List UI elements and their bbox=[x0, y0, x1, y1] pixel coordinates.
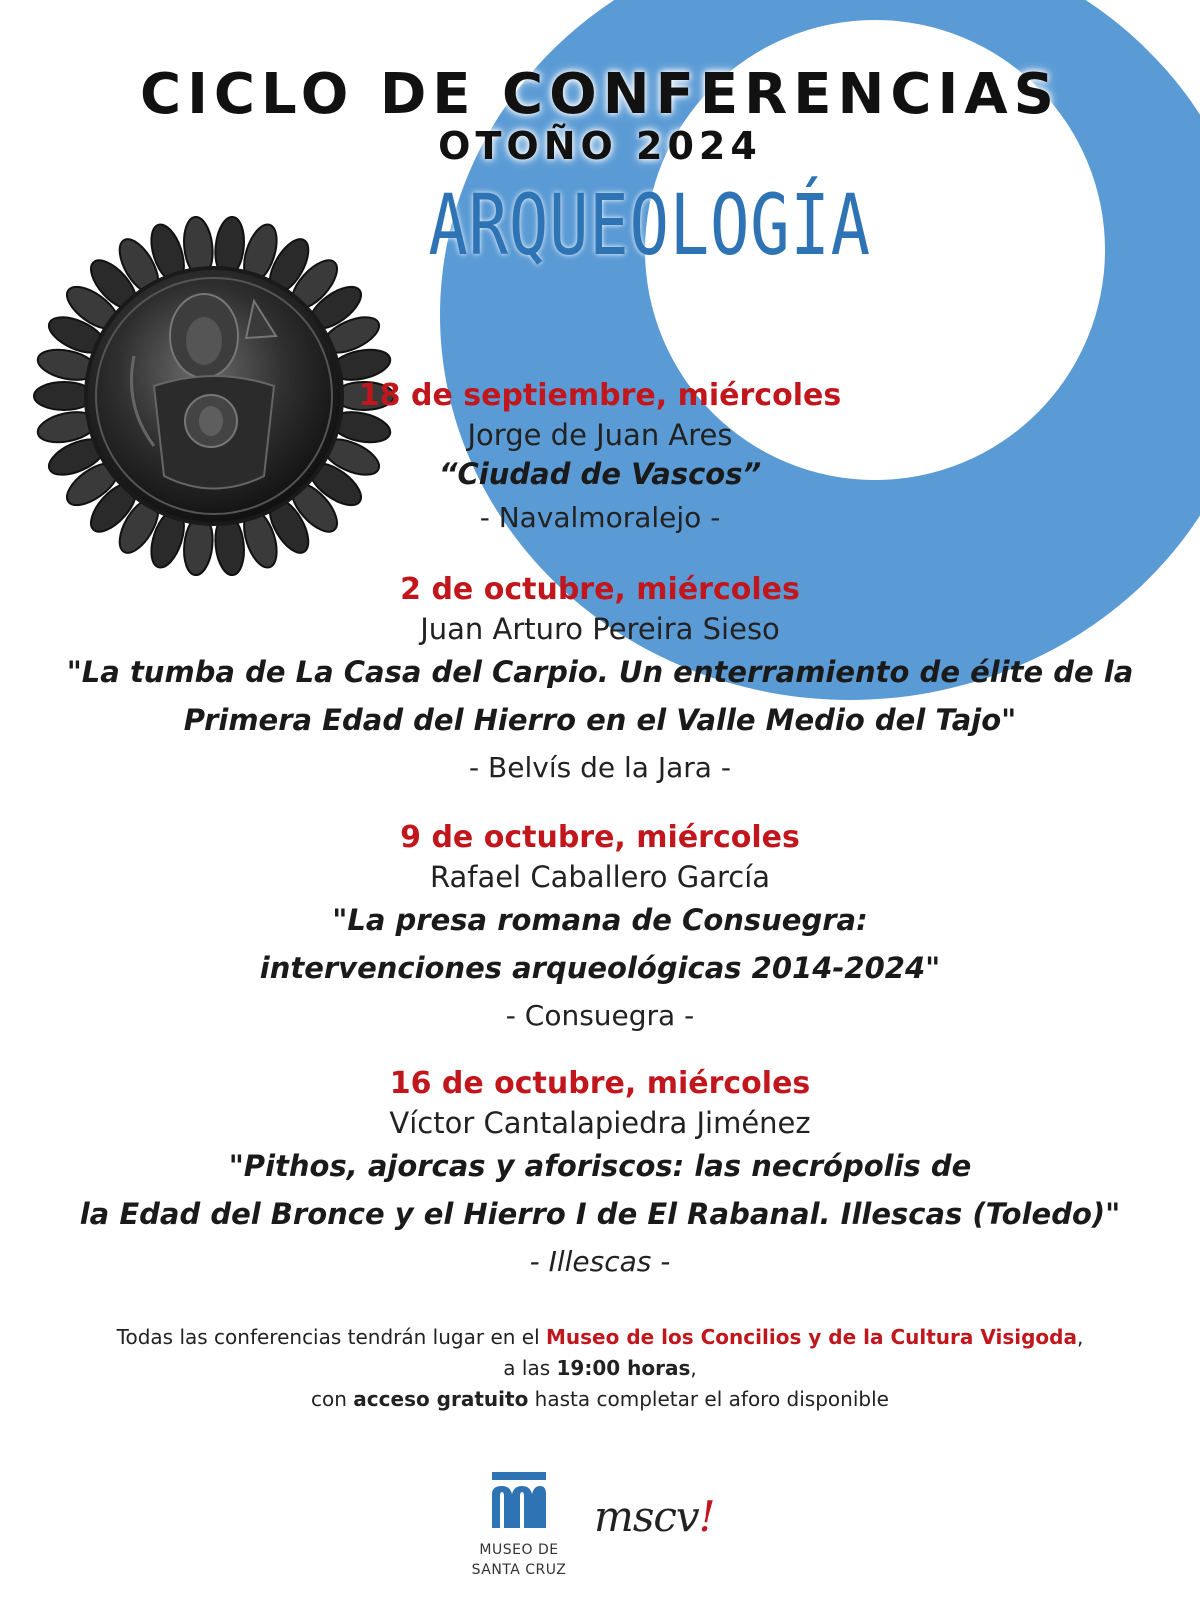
time-line bbox=[0, 1353, 1200, 1384]
season-subtitle: OTOÑO 2024 bbox=[438, 124, 762, 168]
venue-info bbox=[0, 1322, 1200, 1415]
access-line-rest: hasta completar el aforo disponible bbox=[528, 1387, 889, 1411]
event-place: - Belvís de la Jara - bbox=[469, 751, 731, 784]
event-date: 16 de octubre, miércoles bbox=[389, 1066, 811, 1101]
event-date: 18 de septiembre, miércoles bbox=[358, 378, 842, 413]
event-1 bbox=[0, 376, 1200, 542]
event-speaker: Juan Arturo Pereira Sieso bbox=[420, 612, 780, 646]
venue-line-text: Todas las conferencias tendrán lugar en el bbox=[116, 1325, 546, 1349]
event-2 bbox=[0, 570, 1200, 792]
museum-logo-caption bbox=[454, 1540, 584, 1580]
venue-name: Museo de los Concilios y de la Cultura Visigoda bbox=[546, 1325, 1077, 1349]
access-line bbox=[0, 1384, 1200, 1415]
event-time: 19:00 horas bbox=[556, 1356, 691, 1380]
event-title-line-1: "La tumba de La Casa del Carpio. Un enterramiento de élite de la bbox=[66, 655, 1134, 689]
event-speaker: Rafael Caballero García bbox=[429, 860, 771, 894]
mscv-logo bbox=[594, 1492, 715, 1541]
event-title-line-2: intervenciones arqueológicas 2014-2024" bbox=[259, 951, 941, 985]
event-title: “Ciudad de Vascos” bbox=[438, 457, 762, 491]
event-speaker: Jorge de Juan Ares bbox=[467, 418, 733, 452]
mscv-logo-text: mscv bbox=[594, 1492, 699, 1541]
event-title-line-1: "Pithos, ajorcas y aforiscos: las necrópolis de bbox=[228, 1149, 972, 1183]
event-title-line-2: Primera Edad del Hierro en el Valle Medio del Tajo" bbox=[183, 703, 1017, 737]
event-date: 9 de octubre, miércoles bbox=[400, 820, 800, 855]
event-speaker: Víctor Cantalapiedra Jiménez bbox=[389, 1106, 811, 1140]
event-place: - Illescas - bbox=[529, 1245, 671, 1278]
event-4 bbox=[0, 1064, 1200, 1286]
venue-line bbox=[0, 1322, 1200, 1353]
free-access: acceso gratuito bbox=[353, 1387, 529, 1411]
museum-logo-line-2: SANTA CRUZ bbox=[471, 1562, 567, 1578]
access-line-text: con bbox=[311, 1387, 354, 1411]
theme-title: ARQUEOLOGÍA bbox=[428, 176, 871, 274]
museum-logo-line-1: MUSEO DE bbox=[479, 1542, 559, 1558]
cycle-title: CICLO DE CONFERENCIAS bbox=[140, 62, 1060, 127]
event-title-line-1: "La presa romana de Consuegra: bbox=[332, 903, 868, 937]
venue-line-punct: , bbox=[1076, 1325, 1084, 1349]
event-3 bbox=[0, 818, 1200, 1040]
museo-santa-cruz-logo-icon bbox=[484, 1470, 554, 1530]
time-line-punct: , bbox=[690, 1356, 697, 1380]
time-line-text: a las bbox=[503, 1356, 557, 1380]
event-place: - Consuegra - bbox=[505, 999, 695, 1032]
event-title-line-2: la Edad del Bronce y el Hierro I de El Rabanal. Illescas (Toledo)" bbox=[79, 1197, 1121, 1231]
event-place: - Navalmoralejo - bbox=[479, 501, 721, 534]
mscv-logo-mark: ! bbox=[698, 1492, 715, 1541]
event-date: 2 de octubre, miércoles bbox=[400, 572, 800, 607]
